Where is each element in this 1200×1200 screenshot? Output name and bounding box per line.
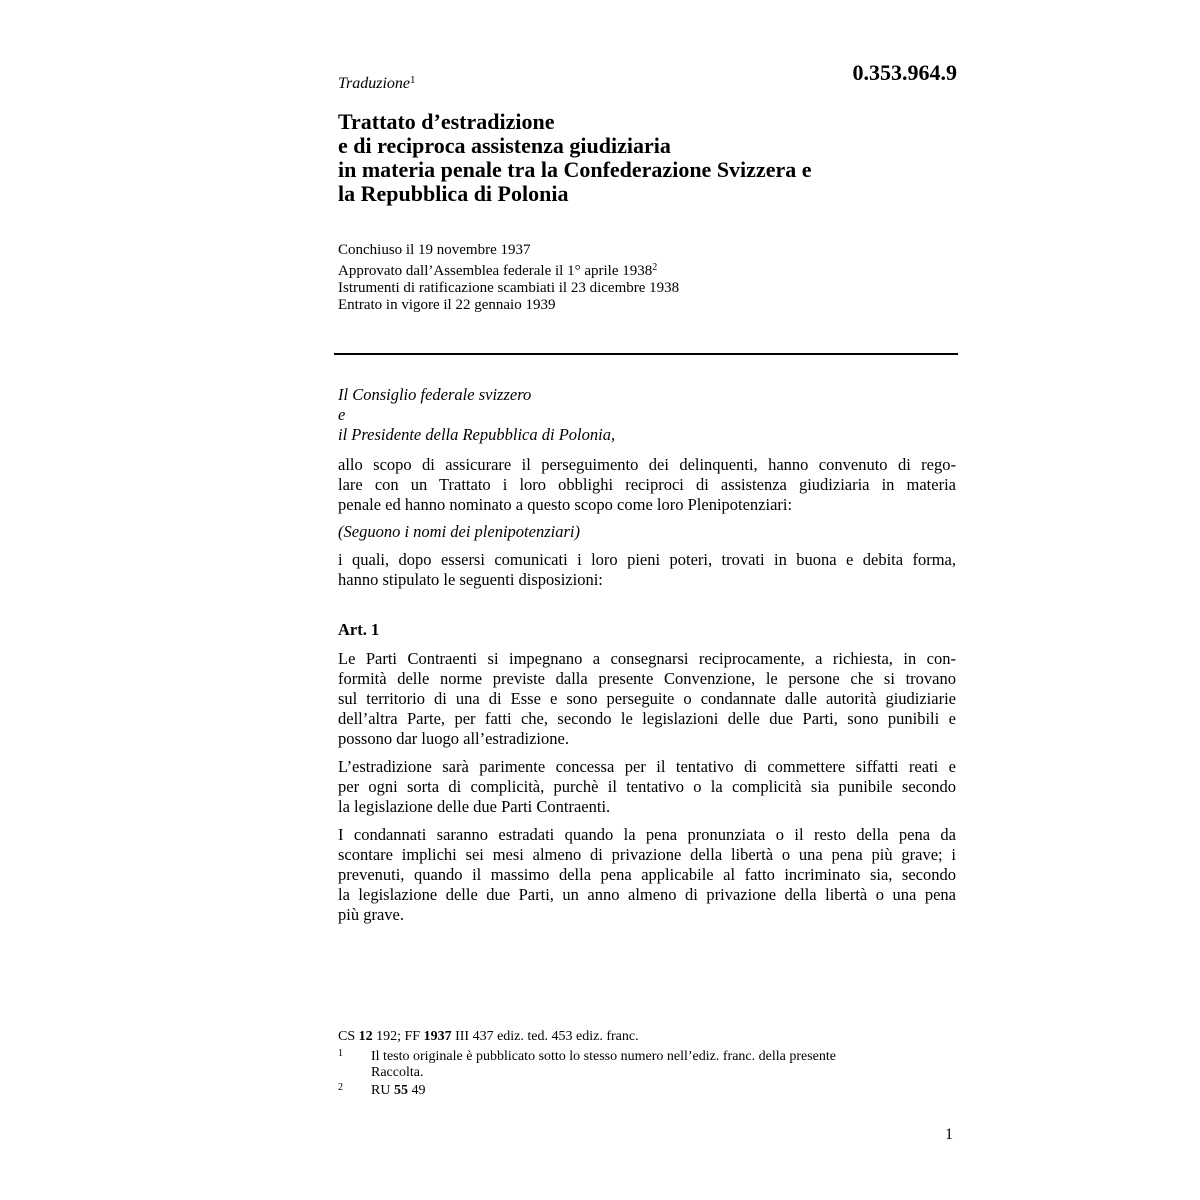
text-line: i quali, dopo essersi comunicati i loro pieni poteri, trovati in buona e debita forma, xyxy=(338,550,956,569)
party-line: e xyxy=(338,405,346,424)
article-heading: Art. 1 xyxy=(338,620,380,639)
text-line: scontare implichi sei mesi almeno di privazione della libertà o una pena più grave; i xyxy=(338,845,956,864)
text-line: sul territorio di una di Esse e sono perseguite o condannate dalle autorità giudiziarie xyxy=(338,689,956,708)
text-line: allo scopo di assicurare il perseguimento dei delinquenti, hanno convenuto di rego- xyxy=(338,455,956,474)
approved-date: Approvato dall’Assemblea federale il 1° aprile 1938$^2$ xyxy=(338,262,658,279)
concluded-date: Conchiuso il 19 novembre 1937 xyxy=(338,242,531,258)
document-title xyxy=(338,110,958,206)
footnote-ref-1[interactable]: 1 xyxy=(410,74,416,86)
text-line: L’estradizione sarà parimente concessa per il tentativo di commettere siffatti reati e xyxy=(338,757,956,776)
contracting-parties xyxy=(338,385,956,445)
footnote-ref-2[interactable]: 2 xyxy=(652,262,658,273)
text-line: possono dar luogo all’estradizione. xyxy=(338,729,569,748)
header-divider xyxy=(334,353,958,355)
source-reference: CS 12 192; FF 1937 III 437 ediz. ted. 453 ediz. franc. xyxy=(338,1029,639,1044)
text-line: I condannati saranno estradati quando la pena pronunziata o il resto della pena da xyxy=(338,825,956,844)
text-line: formità delle norme previste dalla presente Convenzione, le persone che si trovano xyxy=(338,669,956,688)
footnote-text: RU 55 49 xyxy=(371,1083,426,1098)
ratification-date: Istrumenti di ratificazione scambiati il 23 dicembre 1938 xyxy=(338,280,680,296)
text-line: Le Parti Contraenti si impegnano a consegnarsi reciprocamente, a richiesta, in con- xyxy=(338,649,956,668)
party-line: il Presidente della Repubblica di Polonia, xyxy=(338,425,616,444)
text-line: hanno stipulato le seguenti disposizioni: xyxy=(338,570,603,589)
title-line: in materia penale tra la Confederazione Svizzera e xyxy=(338,157,812,182)
text-line: dell’altra Parte, per fatti che, secondo le legislazioni delle due Parti, sono punibili e xyxy=(338,709,956,728)
article-paragraph xyxy=(338,649,956,749)
text-line: penale ed hanno nominato a questo scopo come loro Plenipotenziari: xyxy=(338,495,793,514)
article-paragraph xyxy=(338,825,956,925)
text-line: prevenuti, quando il massimo della pena applicabile al fatto incriminato sia, secondo xyxy=(338,865,956,884)
sr-number: 0.353.964.9 xyxy=(852,60,957,85)
party-line: Il Consiglio federale svizzero xyxy=(338,385,532,404)
title-line: Trattato d’estradizione xyxy=(338,109,555,134)
title-line: e di reciproca assistenza giudiziaria xyxy=(338,133,671,158)
footnote-text: Il testo originale è pubblicato sotto lo stesso numero nell’ediz. franc. della presente Raccolta. xyxy=(371,1049,836,1080)
title-line: la Repubblica di Polonia xyxy=(338,181,569,206)
article-paragraph xyxy=(338,757,956,817)
plenipotentiaries-note: (Seguono i nomi dei plenipotenziari) xyxy=(338,522,580,541)
translation-label: Traduzione$^1$ xyxy=(338,74,416,92)
text-line: la legislazione delle due Parti Contraenti. xyxy=(338,797,611,816)
page-number: 1 xyxy=(945,1126,953,1143)
preamble-closing xyxy=(338,550,956,590)
in-force-date: Entrato in vigore il 22 gennaio 1939 xyxy=(338,297,556,313)
text-line: per ogni sorta di complicità, purchè il tentativo o la complicità sia punibile secondo xyxy=(338,777,956,796)
text-line: la legislazione delle due Parti, un anno almeno di privazione della libertà o una pena xyxy=(338,885,956,904)
footnote-number: 1 xyxy=(338,1048,343,1059)
treaty-dates xyxy=(338,242,679,314)
text-line: lare con un Trattato i loro obblighi reciproci di assistenza giudiziaria in materia xyxy=(338,475,956,494)
text-line: più grave. xyxy=(338,905,404,924)
preamble-paragraph xyxy=(338,455,956,515)
footnote-number: 2 xyxy=(338,1082,343,1093)
